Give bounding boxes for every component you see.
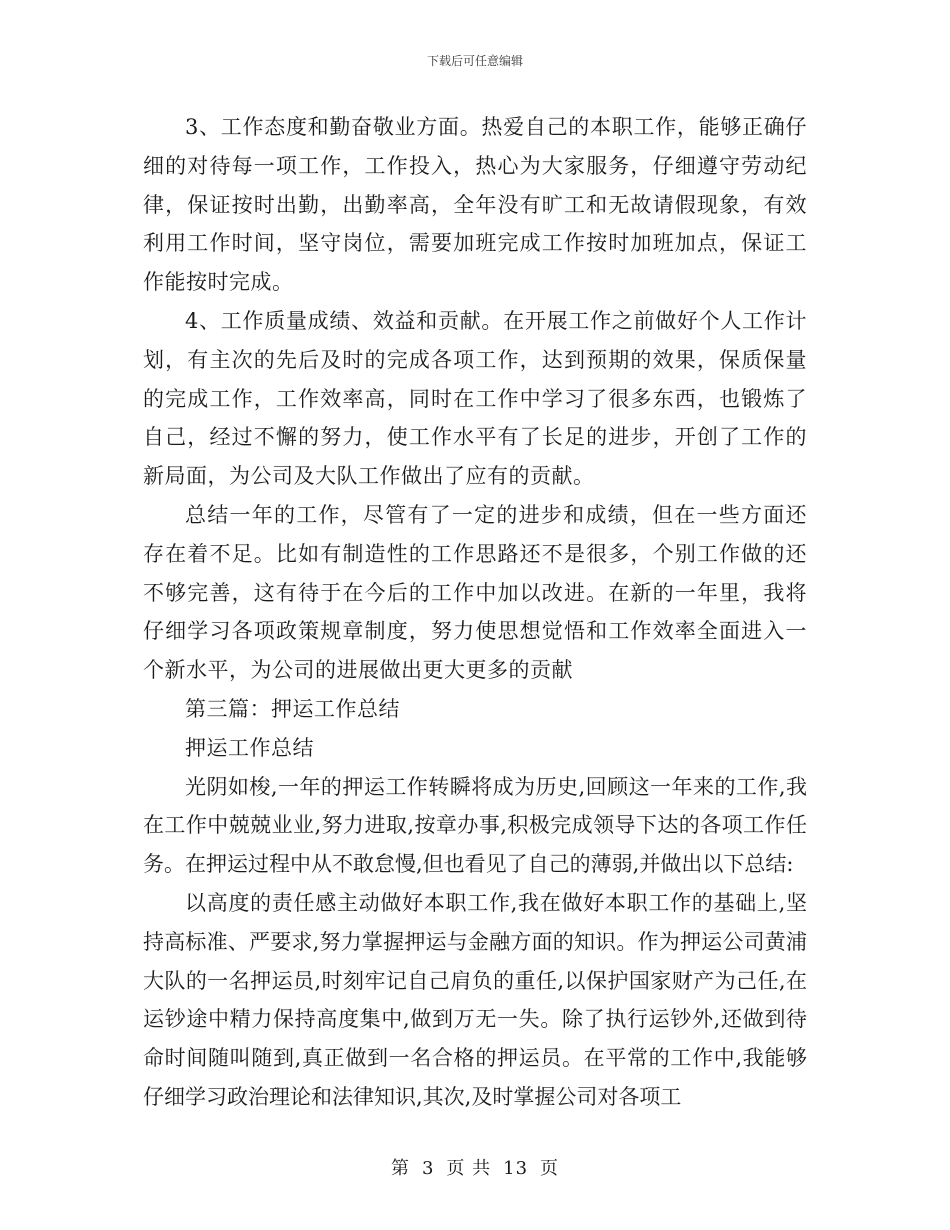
footer-prefix: 第 [390, 1158, 410, 1179]
page-header: 下载后可任意编辑 [426, 54, 523, 68]
footer-page-number: 3 [421, 1158, 435, 1179]
paragraph-work-quality: 4、工作质量成绩、效益和贡献。在开展工作之前做好个人工作计划，有主次的先后及时的完成各项工作，达到预期的效果，保质保量的完成工作，工作效率高，同时在工作中学习了很多东西，也锻炼了自己，经过不懈的努力，使工作水平有了长足的进步，开创了工作的新局面，为公司及大队工作做出了应有的贡献。 [143, 308, 807, 489]
paragraph-year-summary: 总结一年的工作，尽管有了一定的进步和成绩，但在一些方面还存在着不足。比如有制造性的工作思路还不是很多，个别工作做的还不够完善，这有待于在今后的工作中加以改进。在新的一年里，我将仔细学习各项政策规章制度，努力使思想觉悟和工作效率全面进入一个新水平，为公司的进展做出更大更多的贡献 [143, 502, 807, 683]
paragraph-escort-duty: 以高度的责任感主动做好本职工作,我在做好本职工作的基础上,坚持高标准、严要求,努力掌握押运与金融方面的知识。作为押运公司黄浦大队的一名押运员,时刻牢记自己肩负的重任,以保护国家财产为己任,在运钞途中精力保持高度集中,做到万无一失。除了执行运钞外,还做到待命时间随叫随到,真正做到一名合格的押运员。在平常的工作中,我能够仔细学习政治理论和法律知识,其次,及时掌握公司对各项工 [143, 890, 807, 1109]
footer-total-pages: 13 [503, 1158, 529, 1179]
document-body [143, 108, 807, 1117]
section-subtitle: 押运工作总结 [185, 735, 314, 760]
page-footer [0, 1154, 950, 1180]
section-heading: 第三篇：押运工作总结 [185, 696, 400, 721]
paragraph-escort-intro: 光阴如梭,一年的押运工作转瞬将成为历史,回顾这一年来的工作,我在工作中兢兢业业,努力进取,按章办事,积极完成领导下达的各项工作任务。在押运过程中从不敢怠慢,但也看见了自己的薄弱,并做出以下总结: [143, 774, 807, 877]
footer-suffix: 页 [540, 1158, 560, 1179]
footer-middle: 页 共 [446, 1158, 492, 1179]
paragraph-work-attitude: 3、工作态度和勤奋敬业方面。热爱自己的本职工作，能够正确仔细的对待每一项工作，工作投入，热心为大家服务，仔细遵守劳动纪律，保证按时出勤，出勤率高，全年没有旷工和无故请假现象，有效利用工作时间，坚守岗位，需要加班完成工作按时加班加点，保证工作能按时完成。 [143, 115, 807, 295]
